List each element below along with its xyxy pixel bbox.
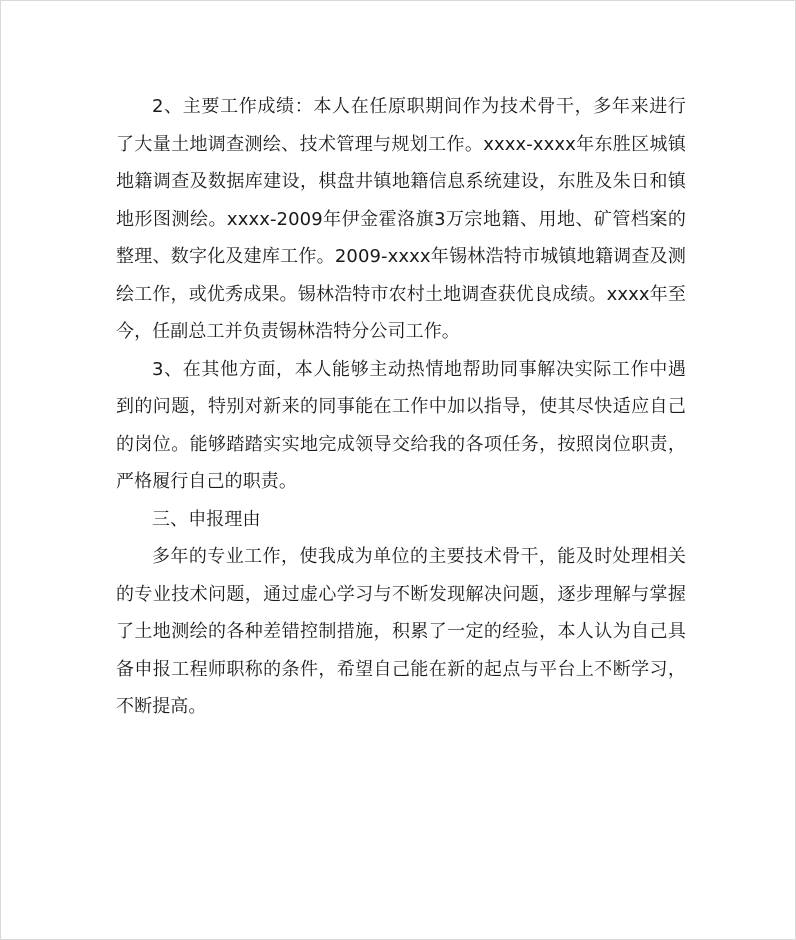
paragraph-other-aspects: 3、在其他方面，本人能够主动热情地帮助同事解决实际工作中遇到的问题，特别对新来的同事能在工作中加以指导，使其尽快适应自己的岗位。能够踏踏实实地完成领导交给我的各项任务，按照岗位职责，严格履行自己的职责。 <box>116 358 686 492</box>
section-heading-reasons: 三、申报理由 <box>152 508 261 530</box>
paragraph-achievements: 2、主要工作成绩：本人在任原职期间作为技术骨干，多年来进行了大量土地调查测绘、技术管理与规划工作。xxxx-xxxx年东胜区城镇地籍调查及数据库建设，棋盘井镇地籍信息系统建设，东胜及朱日和镇地形图测绘。xxxx-2009年伊金霍洛旗3万宗地籍、用地、矿管档案的整理、数字化及建库工作。2009-xxxx年锡林浩特市城镇地籍调查及测绘工作，或优秀成果。锡林浩特市农村土地调查获优良成绩。xxxx年至今，任副总工并负责锡林浩特分公司工作。 <box>116 96 686 342</box>
document-body <box>116 88 686 726</box>
paragraph-reasons: 多年的专业工作，使我成为单位的主要技术骨干，能及时处理相关的专业技术问题，通过虚心学习与不断发现解决问题，逐步理解与掌握了土地测绘的各种差错控制措施，积累了一定的经验，本人认为自己具备申报工程师职称的条件，希望自己能在新的起点与平台上不断学习，不断提高。 <box>116 546 686 717</box>
